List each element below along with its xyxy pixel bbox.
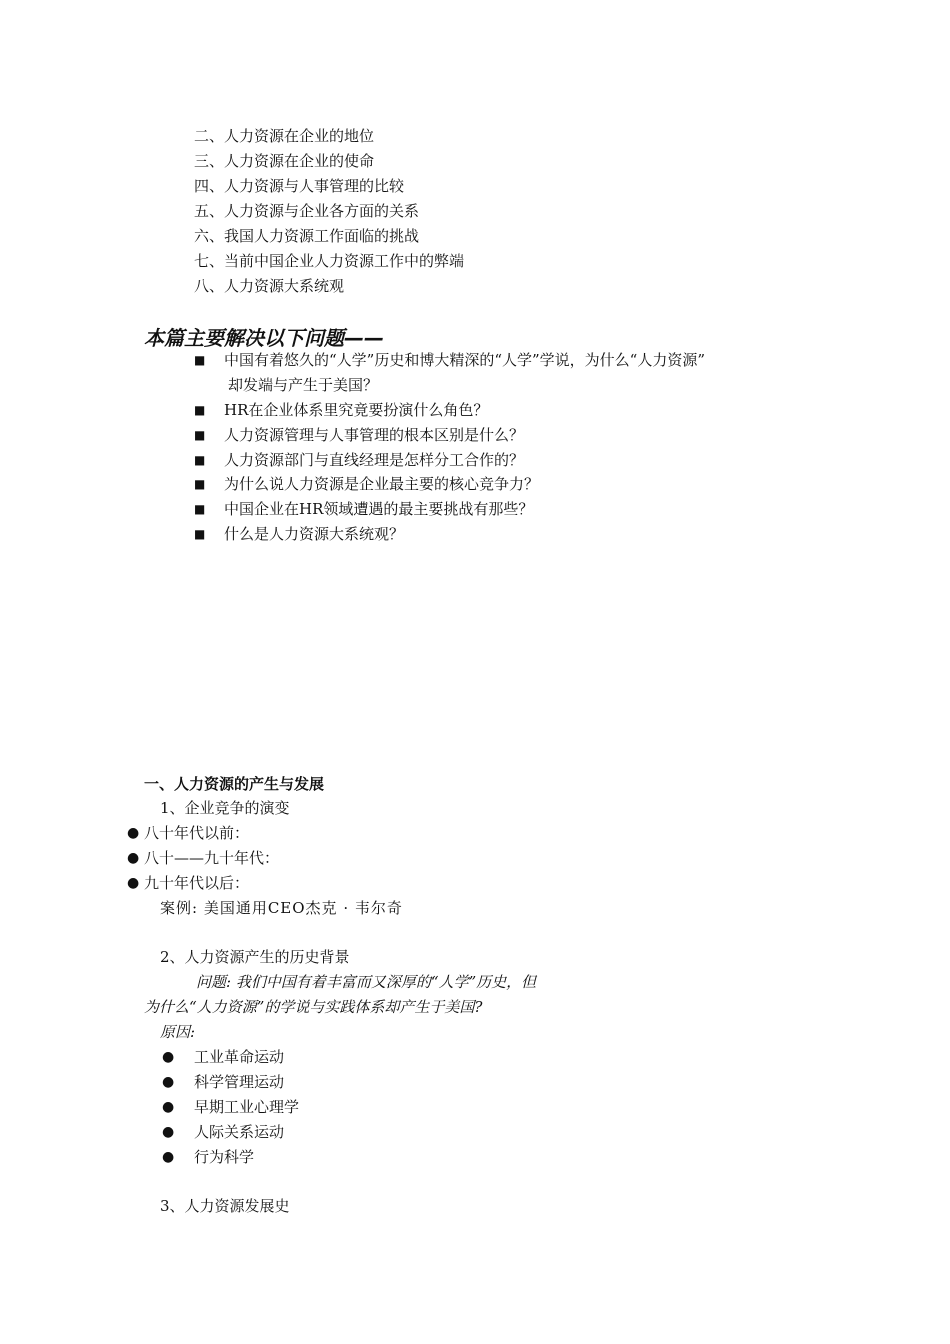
square-bullet-icon: ■	[194, 527, 206, 541]
reason-item: 早期工业心理学	[194, 1098, 300, 1116]
dot-bullet-icon: ●	[127, 875, 140, 891]
dot-bullet-icon: ●	[127, 850, 140, 866]
toc-item: 三、人力资源在企业的使命	[194, 152, 375, 170]
square-bullet-icon: ■	[194, 453, 206, 467]
reason-item: 人际关系运动	[194, 1123, 285, 1141]
question-item: 什么是人力资源大系统观？	[224, 525, 405, 543]
question-item: 人力资源管理与人事管理的根本区别是什么？	[224, 426, 525, 444]
question-item: HR在企业体系里究竟要扮演什么角色？	[224, 401, 489, 419]
question-item: 为什么说人力资源是企业最主要的核心竞争力？	[224, 475, 540, 493]
section-title: 一、人力资源的产生与发展	[144, 775, 325, 793]
question-item-continued: 却发端与产生于美国？	[228, 376, 379, 394]
question-item: 人力资源部门与直线经理是怎样分工合作的？	[224, 451, 525, 469]
dot-bullet-icon: ●	[162, 1124, 175, 1140]
questions-heading: 本篇主要解决以下问题——	[144, 326, 384, 350]
dot-bullet-icon: ●	[162, 1099, 175, 1115]
dot-bullet-icon: ●	[127, 825, 140, 841]
era-item: 八十年代以前：	[144, 824, 250, 842]
square-bullet-icon: ■	[194, 477, 206, 491]
toc-item: 七、当前中国企业人力资源工作中的弊端	[194, 252, 465, 270]
question-text: 为什么“人力资源”的学说与实践体系却产生于美国?	[144, 998, 483, 1016]
square-bullet-icon: ■	[194, 403, 206, 417]
square-bullet-icon: ■	[194, 353, 206, 367]
era-item: 八十——九十年代：	[144, 849, 280, 867]
question-item: 中国企业在HR领域遭遇的最主要挑战有那些？	[224, 500, 534, 518]
era-item: 九十年代以后：	[144, 874, 250, 892]
subsection-title: 1、企业竞争的演变	[160, 799, 290, 817]
square-bullet-icon: ■	[194, 428, 206, 442]
question-item: 中国有着悠久的“人学”历史和博大精深的“人学”学说，为什么“人力资源”	[224, 351, 706, 369]
toc-item: 五、人力资源与企业各方面的关系	[194, 202, 420, 220]
toc-item: 四、人力资源与人事管理的比较	[194, 177, 405, 195]
toc-item: 二、人力资源在企业的地位	[194, 127, 375, 145]
reason-item: 科学管理运动	[194, 1073, 285, 1091]
case-line: 案例: 美国通用CEO杰克 · 韦尔奇	[160, 899, 403, 917]
toc-item: 八、人力资源大系统观	[194, 277, 345, 295]
subsection-title: 3、人力资源发展史	[160, 1197, 290, 1215]
subsection-title: 2、人力资源产生的历史背景	[160, 948, 350, 966]
dot-bullet-icon: ●	[162, 1074, 175, 1090]
dot-bullet-icon: ●	[162, 1049, 175, 1065]
question-text: 问题: 我们中国有着丰富而又深厚的“人学”历史，但	[196, 973, 537, 991]
reason-item: 工业革命运动	[194, 1048, 285, 1066]
reason-label: 原因:	[160, 1023, 196, 1041]
square-bullet-icon: ■	[194, 502, 206, 516]
dot-bullet-icon: ●	[162, 1149, 175, 1165]
toc-item: 六、我国人力资源工作面临的挑战	[194, 227, 420, 245]
reason-item: 行为科学	[194, 1148, 255, 1166]
